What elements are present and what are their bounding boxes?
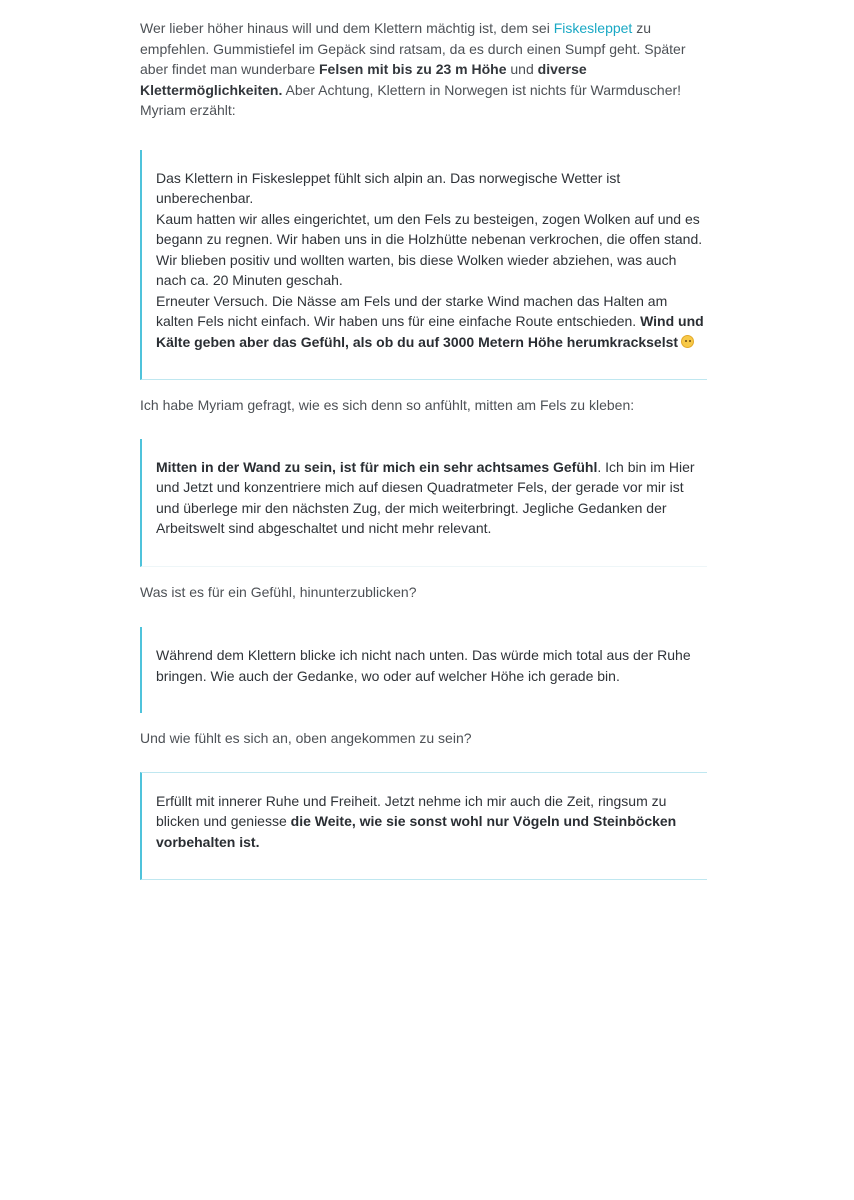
quote1-line1: Das Klettern in Fiskesleppet fühlt sich alpin an. Das norwegische Wetter ist unberechenbar.: [156, 169, 621, 206]
intro-bold-climbing: diverse Klettermöglichkeiten.: [140, 61, 587, 98]
quote3-text: Während dem Klettern blicke ich nicht nach unten. Das würde mich total aus der Ruhe bringen. Wie auch der Gedanke, wo oder auf welcher Höhe ich gerade bin.: [156, 647, 691, 684]
quote-alpine-climbing: [140, 150, 707, 381]
quote-looking-down: [140, 627, 707, 713]
question-3: Und wie fühlt es sich an, oben angekommen zu sein?: [140, 730, 472, 746]
intro-bold-rocks: Felsen mit bis zu 23 m Höhe: [319, 61, 507, 77]
quote1-line3: Erneuter Versuch. Die Nässe am Fels und der starke Wind machen das Halten am kalten Fels nicht einfach. Wir haben uns für eine einfache Route entschieden. Wind und Kälte geben aber das Gefühl, als ob du auf 3000 Metern Höhe herumkrackselst: [156, 292, 704, 350]
question-2: Was ist es für ein Gefühl, hinunterzublicken?: [140, 583, 417, 600]
winking-face-icon: [681, 335, 694, 348]
article-content: [140, 18, 707, 880]
fiskesleppet-link[interactable]: Fiskesleppet: [553, 20, 633, 36]
intro-paragraph: Wer lieber höher hinaus will und dem Klettern mächtig ist, dem sei Fiskesleppet zu empfehlen. Gummistiefel im Gepäck sind ratsam, da es durch einen Sumpf geht. Später aber findet man wunderbare Felsen mit bis zu 23 m Höhe und diverse Klettermöglichkeiten. Aber Achtung, Klettern in Norwegen ist nichts für Warmduscher! Myriam erzählt:: [140, 20, 686, 118]
quote1-line2: Kaum hatten wir alles eingerichtet, um den Fels zu besteigen, zogen Wolken auf und es begann zu regnen. Wir haben uns in die Holzhütte nebenan verkrochen, die offen stand. Wir blieben positiv und wollten warten, bis diese Wolken wieder abziehen, was auch nach ca. 20 Minuten geschah.: [156, 210, 703, 288]
quote-arriving-top: [140, 772, 707, 881]
quote2-bold: Mitten in der Wand zu sein, ist für mich ein sehr achtsames Gefühl: [156, 458, 598, 475]
quote4-text: Erfüllt mit innerer Ruhe und Freiheit. Jetzt nehme ich mir auch die Zeit, ringsum zu blicken und geniesse die Weite, wie sie sonst wohl nur Vögeln und Steinböcken vorbehalten ist.: [156, 792, 677, 850]
quote2-text: Mitten in der Wand zu sein, ist für mich ein sehr achtsames Gefühl. Ich bin im Hier und Jetzt und konzentriere mich auf diesen Quadratmeter Fels, der gerade vor mir ist und überlege mir den nächsten Zug, der mich weiterbringt. Jegliche Gedanken der Arbeitswelt sind abgeschaltet und nicht mehr relevant.: [156, 458, 695, 536]
question-1: Ich habe Myriam gefragt, wie es sich denn so anfühlt, mitten am Fels zu kleben:: [140, 397, 635, 413]
quote-mindful-feeling: [140, 439, 707, 567]
quote4-bold: die Weite, wie sie sonst wohl nur Vögeln und Steinböcken vorbehalten ist.: [156, 813, 677, 850]
quote1-bold: Wind und Kälte geben aber das Gefühl, als ob du auf 3000 Metern Höhe herumkrackselst: [156, 313, 704, 350]
